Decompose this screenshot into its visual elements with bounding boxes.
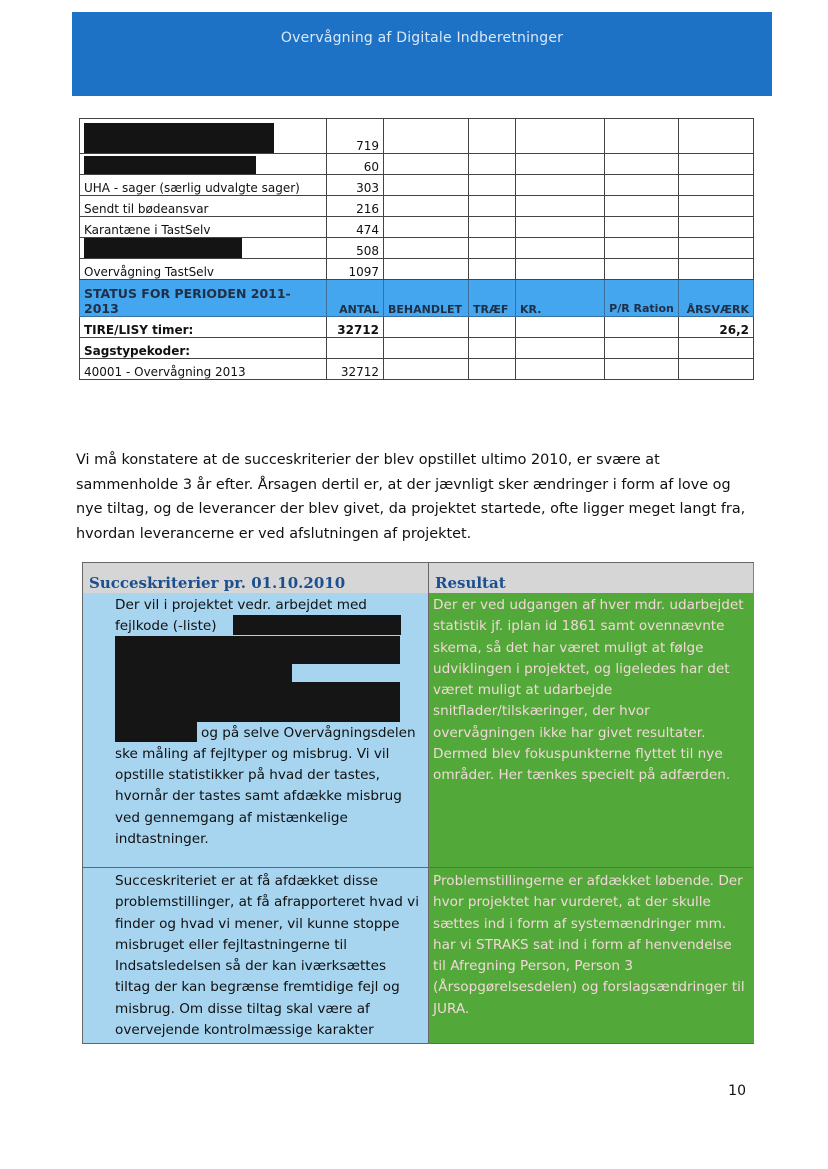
redaction-block <box>115 636 400 664</box>
row-label: Overvågning TastSelv <box>80 259 327 280</box>
tire-lisy-antal: 32712 <box>327 317 384 338</box>
antal-cell: 508 <box>327 238 384 259</box>
row-label: UHA - sager (særlig udvalgte sager) <box>80 175 327 196</box>
statistics-table <box>79 118 754 380</box>
column-header-traef: TRÆF <box>469 280 516 317</box>
result-header: Resultat <box>428 563 753 593</box>
table-row <box>80 317 754 338</box>
criteria-text-line: og på selve Overvågningsdelen <box>201 724 416 741</box>
page-header-title: Overvågning af Digitale Indberetninger <box>280 30 564 46</box>
redaction-block <box>115 682 400 722</box>
tire-lisy-label: TIRE/LISY timer: <box>80 317 327 338</box>
row-label: Sendt til bødeansvar <box>80 196 327 217</box>
column-header-behandlet: BEHANDLET <box>384 280 469 317</box>
row-label: Karantæne i TastSelv <box>80 217 327 238</box>
table-row <box>80 119 754 154</box>
table-row <box>80 338 754 359</box>
page-number: 10 <box>728 1083 746 1099</box>
row-divider <box>83 867 753 868</box>
redaction-block <box>84 238 242 258</box>
column-header-kr: KR. <box>516 280 605 317</box>
redaction-block <box>84 123 274 153</box>
code-row-antal: 32712 <box>327 359 384 380</box>
redacted-label-cell <box>80 238 327 259</box>
redaction-block <box>115 722 197 742</box>
criteria-header: Succeskriterier pr. 01.10.2010 <box>83 563 428 593</box>
criteria-table <box>82 562 754 1044</box>
criteria-text-line: fejlkode (-liste) <box>115 618 217 635</box>
redaction-block <box>84 156 256 174</box>
result-row-1: Der er ved udgangen af hver mdr. udarbejdet statistik jf. iplan id 1861 samt ovennævnte skema, så det har været muligt at følge udviklingen i projektet, og ligeledes har det været muligt at udarbejde snitflader/tilskæringer, der hvor overvågningen ikke har givet resultater. Dermed blev fokuspunkterne flyttet til nye områder. Her tænkes specielt på adfærden. <box>433 597 744 784</box>
redaction-block <box>233 615 401 635</box>
tire-lisy-arsvaerk: 26,2 <box>679 317 754 338</box>
column-header-pr-ration: P/R Ration <box>605 280 679 317</box>
antal-cell: 60 <box>327 154 384 175</box>
column-header-arsvaerk: ÅRSVÆRK <box>679 280 754 317</box>
redacted-label-cell <box>80 154 327 175</box>
body-paragraph: Vi må konstatere at de succeskriterier der blev opstillet ultimo 2010, er svære at sammenholde 3 år efter. Årsagen dertil er, at der jævnligt sker ændringer i form af love og nye tiltag, og de leverancer der blev givet, da projektet startede, ofte ligger meget langt fra, hvordan leverancerne er ved afslutningen af projektet. <box>76 452 746 542</box>
table-row <box>80 196 754 217</box>
table-row <box>80 359 754 380</box>
table-row <box>80 259 754 280</box>
header-band <box>72 12 772 96</box>
antal-cell: 303 <box>327 175 384 196</box>
antal-cell: 474 <box>327 217 384 238</box>
antal-cell: 1097 <box>327 259 384 280</box>
result-row-2: Problemstillingerne er afdækket løbende. Der hvor projektet har vurderet, at der skulle sættes ind i form af systemændringer mm. har vi STRAKS sat ind i form af henvendelse til Afregning Person, Person 3 (Årsopgørelsesdelen) og forslagsændringer til JURA. <box>433 873 745 1017</box>
status-period-label: STATUS FOR PERIODEN 2011-2013 <box>80 280 327 317</box>
table-row <box>80 154 754 175</box>
table-row <box>80 238 754 259</box>
criteria-text-line: Der vil i projektet vedr. arbejdet med <box>115 597 367 613</box>
table-row <box>80 175 754 196</box>
antal-cell: 719 <box>327 119 384 154</box>
sagstype-label: Sagstypekoder: <box>80 338 327 359</box>
criteria-text: ske måling af fejltyper og misbrug. Vi vil opstille statistikker på hvad der tastes, hvornår der tastes samt afdække misbrug ved gennemgang af mistænkelige indtastninger. <box>115 745 402 848</box>
redacted-label-cell <box>80 119 327 154</box>
code-row-label: 40001 - Overvågning 2013 <box>80 359 327 380</box>
column-header-antal: ANTAL <box>327 280 384 317</box>
table-row <box>80 217 754 238</box>
criteria-row-2: Succeskriteriet er at få afdækket disse problemstillinger, at få afrapporteret hvad vi finder og hvad vi mener, vil kunne stoppe misbruget eller fejltastningerne til Indsatsledelsen så der kan iværksættes tiltag der kan begrænse fremtidige fejl og misbrug. Om disse tiltag skal være af overvejende kontrolmæssige karakter <box>115 873 419 1039</box>
antal-cell: 216 <box>327 196 384 217</box>
redaction-block <box>115 664 292 682</box>
status-header-row <box>80 280 754 317</box>
